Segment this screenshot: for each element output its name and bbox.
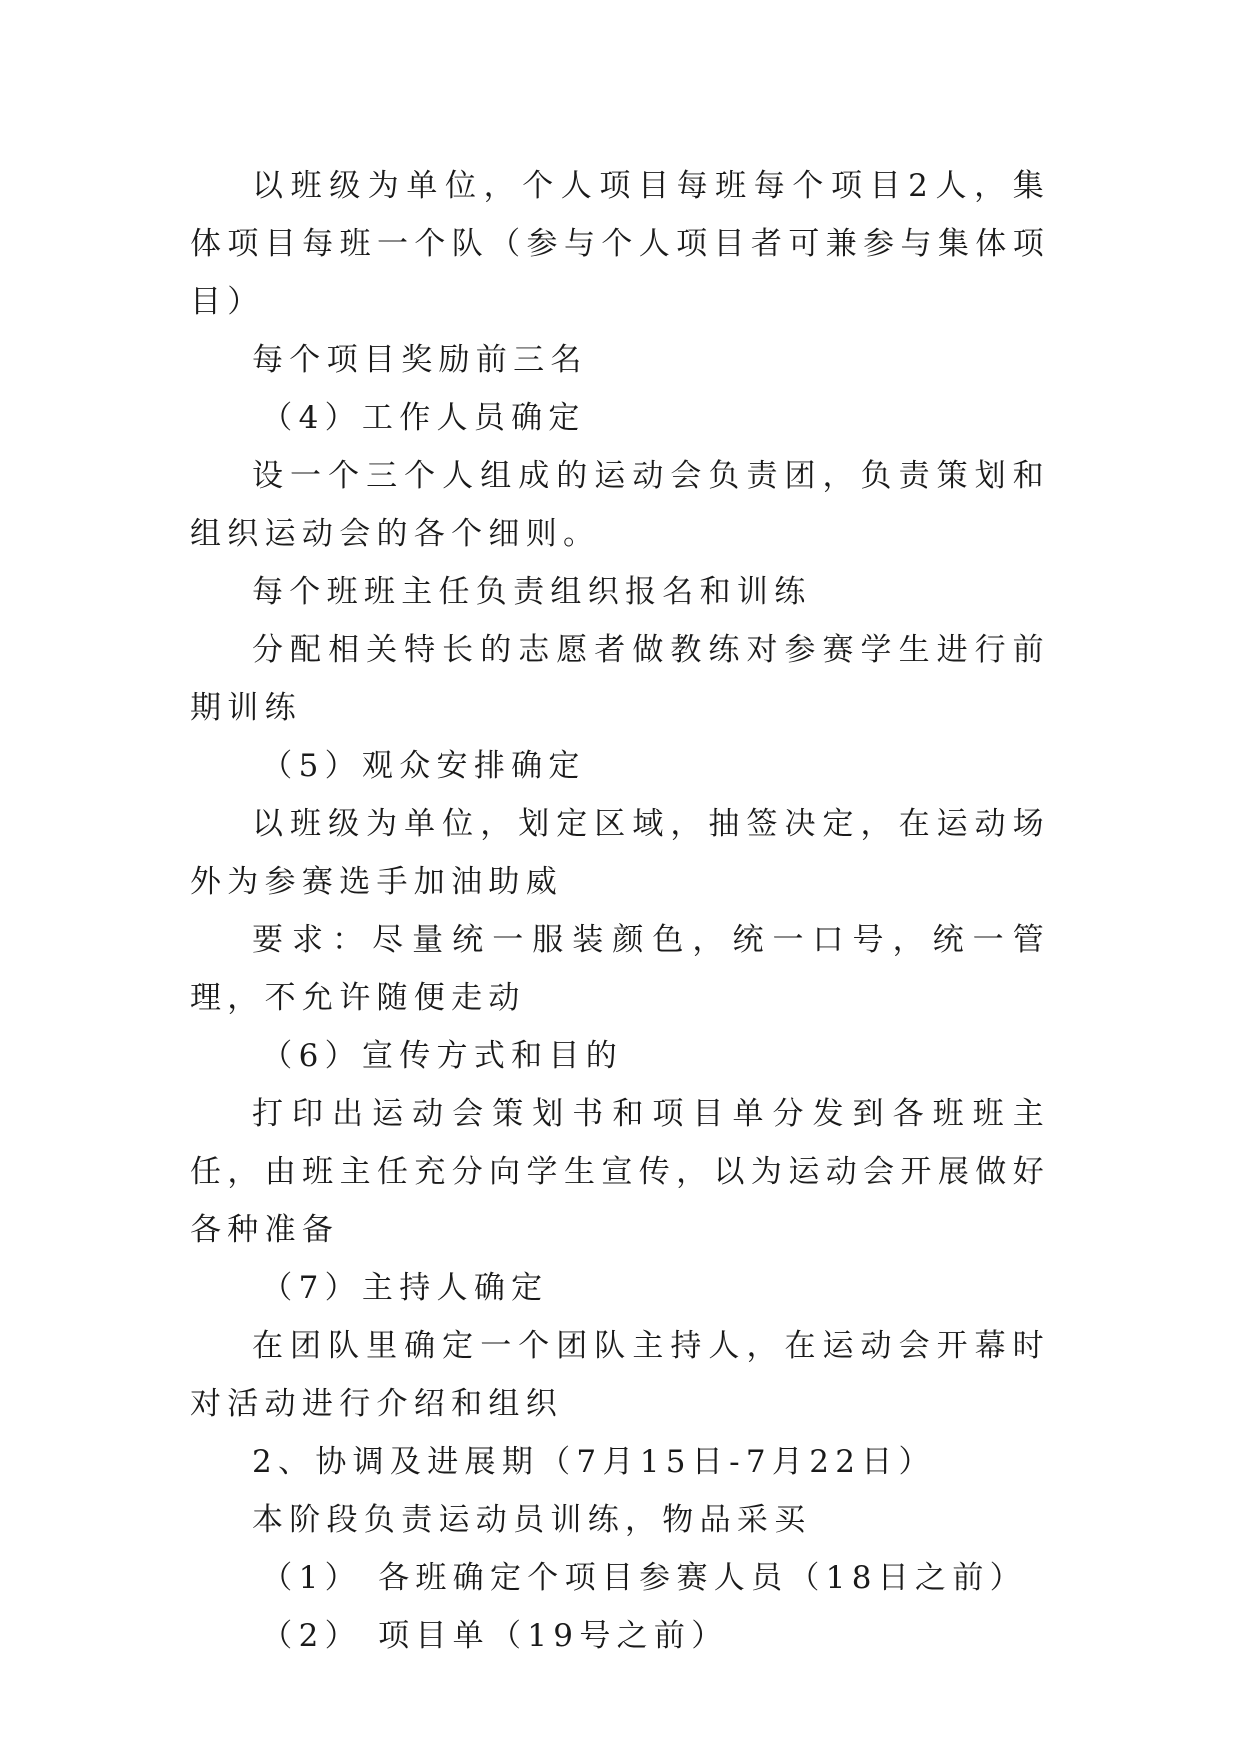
paragraph-head-teacher: 每个班班主任负责组织报名和训练: [252, 574, 812, 610]
heading-staff: （4）工作人员确定: [261, 400, 586, 436]
paragraph-host: 在团队里确定一个团队主持人，在运动会开幕时对活动进行介绍和组织: [190, 1328, 1050, 1422]
paragraph-awards: 每个项目奖励前三名: [252, 342, 588, 378]
paragraph-participation-rules: 以班级为单位，个人项目每班每个项目2人，集体项目每班一个队（参与个人项目者可兼参与集体项目）: [190, 168, 1050, 320]
heading-coordination-phase: 2、协调及进展期（7月15日-7月22日）: [252, 1444, 936, 1480]
paragraph-phase-tasks: 本阶段负责运动员训练，物品采买: [252, 1502, 812, 1538]
list-item-event-list: （2） 项目单（19号之前）: [261, 1618, 729, 1654]
paragraph-publicity: 打印出运动会策划书和项目单分发到各班班主任，由班主任充分向学生宣传，以为运动会开展做好各种准备: [190, 1096, 1050, 1248]
list-item-participants: （1） 各班确定个项目参赛人员（18日之前）: [261, 1560, 1027, 1596]
heading-host: （7）主持人确定: [261, 1270, 549, 1306]
paragraph-volunteer-coaches: 分配相关特长的志愿者做教练对参赛学生进行前期训练: [190, 632, 1050, 726]
heading-audience: （5）观众安排确定: [261, 748, 586, 784]
heading-publicity: （6）宣传方式和目的: [261, 1038, 624, 1074]
paragraph-audience-area: 以班级为单位，划定区域，抽签决定，在运动场外为参赛选手加油助威: [190, 806, 1050, 900]
paragraph-audience-requirements: 要求：尽量统一服装颜色，统一口号，统一管理，不允许随便走动: [190, 922, 1050, 1016]
paragraph-committee: 设一个三个人组成的运动会负责团，负责策划和组织运动会的各个细则。: [190, 458, 1050, 552]
document-body: [190, 157, 1050, 1665]
